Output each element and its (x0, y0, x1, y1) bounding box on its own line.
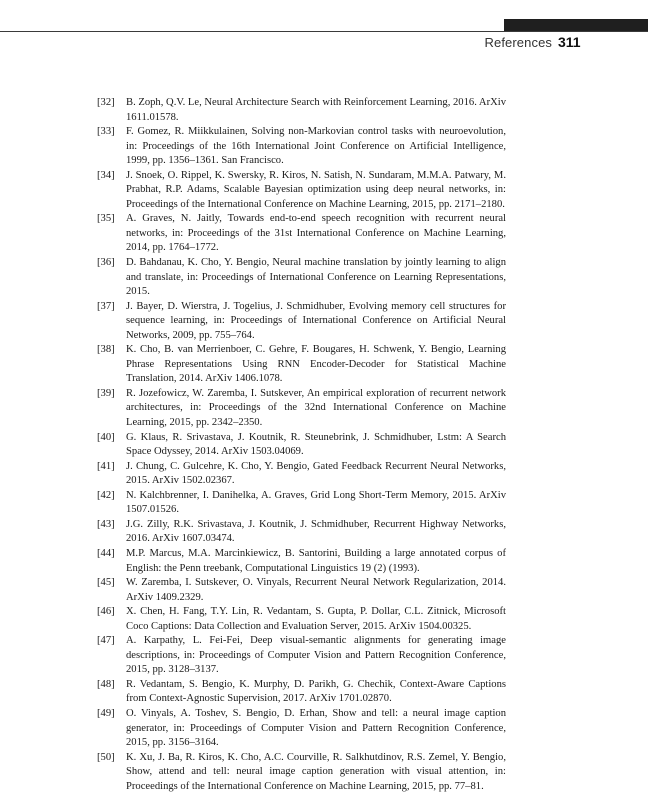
header-bar (504, 19, 648, 31)
reference-number: [44] (97, 547, 115, 559)
reference-text: R. Jozefowicz, W. Zaremba, I. Sutskever, An empirical exploration of recurrent network architectures, in: Proceedings of the 32nd International Conference on Machine Learning, 2015, pp. 2342–2350. (126, 387, 506, 429)
reference-number: [40] (97, 431, 115, 443)
reference-item (97, 300, 506, 344)
reference-number: [41] (97, 460, 115, 472)
reference-item (97, 678, 506, 707)
reference-number: [39] (97, 387, 115, 399)
reference-text: D. Bahdanau, K. Cho, Y. Bengio, Neural machine translation by jointly learning to align and translate, in: Proceedings of International Conference on Learning Representations, 2015. (126, 257, 506, 298)
reference-number: [43] (97, 518, 115, 530)
reference-item (97, 634, 506, 678)
reference-item (97, 576, 506, 605)
reference-number: [33] (97, 126, 115, 138)
reference-item (97, 212, 506, 256)
reference-item (97, 343, 506, 387)
reference-item (97, 96, 506, 125)
reference-text: J. Chung, C. Gulcehre, K. Cho, Y. Bengio, Gated Feedback Recurrent Neural Networks, 2015. ArXiv 1502.02367. (126, 460, 506, 487)
reference-text: W. Zaremba, I. Sutskever, O. Vinyals, Recurrent Neural Network Regularization, 2014. ArXiv 1409.2329. (126, 577, 506, 603)
reference-text: R. Vedantam, S. Bengio, K. Murphy, D. Parikh, G. Chechik, Context-Aware Captions from Context-Agnostic Supervision, 2017. ArXiv 1701.02870. (126, 678, 506, 705)
reference-item (97, 707, 506, 751)
reference-number: [37] (97, 300, 115, 312)
reference-text: G. Klaus, R. Srivastava, J. Koutnik, R. Steunebrink, J. Schmidhuber, Lstm: A Search Space Odyssey, 2014. ArXiv 1503.04069. (126, 431, 506, 458)
reference-item (97, 489, 506, 518)
reference-item (97, 431, 506, 460)
reference-text: M.P. Marcus, M.A. Marcinkiewicz, B. Santorini, Building a large annotated corpus of English: the Penn treebank, Computational Linguistics 19 (2) (1993). (126, 547, 506, 574)
reference-number: [38] (97, 344, 115, 356)
reference-text: F. Gomez, R. Miikkulainen, Solving non-Markovian control tasks with neuroevolution, in: Proceedings of the 16th International Joint Conference on Artificial Intelligence, 1999, pp. 1356–1361. San Francisco. (126, 126, 506, 167)
reference-item (97, 256, 506, 300)
reference-item (97, 518, 506, 547)
reference-text: N. Kalchbrenner, I. Danihelka, A. Graves, Grid Long Short-Term Memory, 2015. ArXiv 1507.01526. (126, 489, 506, 516)
reference-text: K. Cho, B. van Merrienboer, C. Gehre, F. Bougares, H. Schwenk, Y. Bengio, Learning Phrase Representations Using RNN Encoder-Decoder for Statistical Machine Translation, 2014. ArXiv 1406.1078. (126, 344, 506, 385)
reference-text: J. Bayer, D. Wierstra, J. Togelius, J. Schmidhuber, Evolving memory cell structures for sequence learning, in: Proceedings of International Conference on Artificial Neural Networks, 2009, pp. 755–764. (126, 300, 506, 341)
running-title: References (484, 35, 552, 50)
reference-item (97, 751, 506, 795)
reference-text: J.G. Zilly, R.K. Srivastava, J. Koutnik, J. Schmidhuber, Recurrent Highway Networks, 2016. ArXiv 1607.03474. (126, 518, 506, 545)
reference-text: J. Snoek, O. Rippel, K. Swersky, R. Kiros, N. Satish, N. Sundaram, M.M.A. Patwary, M. Prabhat, R.P. Adams, Scalable Bayesian optimization using deep neural networks, in: Proceedings of the International Conference on Machine Learning, 2015, pp. 2171–2180. (126, 169, 506, 210)
header-rule (0, 31, 648, 32)
reference-item (97, 169, 506, 213)
reference-text: K. Xu, J. Ba, R. Kiros, K. Cho, A.C. Courville, R. Salkhutdinov, R.S. Zemel, Y. Bengio, Show, attend and tell: neural image caption generation with visual attention, in: Proceedings of the International Conference on Machine Learning, 2015, pp. 77–81. (126, 751, 506, 792)
reference-number: [49] (97, 707, 115, 719)
reference-number: [47] (97, 635, 115, 647)
reference-number: [48] (97, 678, 115, 690)
reference-number: [34] (97, 169, 115, 181)
reference-number: [45] (97, 577, 115, 589)
reference-item (97, 460, 506, 489)
reference-number: [36] (97, 257, 115, 269)
reference-number: [32] (97, 97, 115, 108)
reference-text: X. Chen, H. Fang, T.Y. Lin, R. Vedantam, S. Gupta, P. Dollar, C.L. Zitnick, Microsoft Coco Captions: Data Collection and Evaluation Server, 2015. ArXiv 1504.00325. (126, 606, 506, 632)
reference-item (97, 605, 506, 634)
reference-number: [35] (97, 213, 115, 225)
reference-text: A. Graves, N. Jaitly, Towards end-to-end speech recognition with recurrent neural networks, in: Proceedings of the 31st International Conference on Machine Learning, 2014, pp. 1764–1772. (126, 213, 506, 254)
reference-number: [46] (97, 606, 115, 618)
reference-number: [42] (97, 489, 115, 501)
reference-item (97, 387, 506, 431)
reference-text: O. Vinyals, A. Toshev, S. Bengio, D. Erhan, Show and tell: a neural image caption generator, in: Proceedings of Computer Vision and Pattern Recognition Conference, 2015, pp. 3156–3164. (126, 707, 506, 749)
reference-item (97, 125, 506, 169)
reference-number: [50] (97, 751, 115, 763)
reference-text: A. Karpathy, L. Fei-Fei, Deep visual-semantic alignments for generating image descriptions, in: Proceedings of Computer Vision and Pattern Recognition Conference, 2015, pp. 3128–3137. (126, 635, 506, 676)
reference-item (97, 547, 506, 576)
reference-list (97, 96, 506, 794)
page-number: 311 (558, 34, 581, 50)
reference-text: B. Zoph, Q.V. Le, Neural Architecture Search with Reinforcement Learning, 2016. ArXiv 1611.01578. (126, 97, 506, 123)
